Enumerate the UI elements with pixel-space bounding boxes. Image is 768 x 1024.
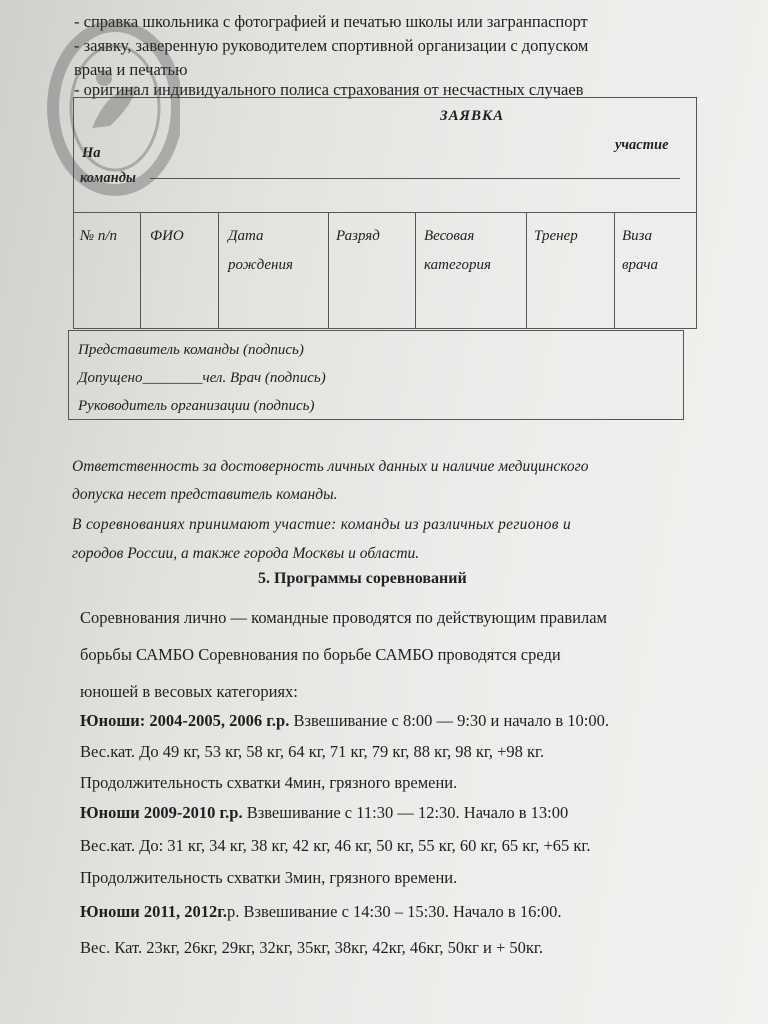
column-header-coach: Тренер bbox=[534, 228, 578, 244]
column-header-number: № п/п bbox=[80, 228, 118, 244]
group-line bbox=[80, 742, 544, 762]
column-header-doctor-visa: Виза врача bbox=[622, 228, 658, 273]
program-line: юношей в весовых категориях: bbox=[80, 682, 298, 701]
group-line bbox=[80, 836, 590, 856]
group-line bbox=[80, 711, 609, 731]
group-detail: Вес.кат. До 49 кг, 53 кг, 58 кг, 64 кг, 71 кг, 79 кг, 88 кг, 98 кг, +98 кг. bbox=[80, 742, 545, 761]
program-line: Соревнования лично — командные проводятся по действующим правилам bbox=[80, 608, 607, 627]
group-detail: Продолжительность схватки 3мин, грязного времени. bbox=[80, 868, 458, 887]
table-header-line bbox=[73, 212, 697, 213]
note-responsibility-cont: допуска несет представитель команды. bbox=[72, 486, 338, 503]
section-heading: 5. Программы соревнований bbox=[258, 570, 467, 587]
group-detail: Вес.кат. До: 31 кг, 34 кг, 38 кг, 42 кг, 46 кг, 50 кг, 55 кг, 60 кг, 65 кг, +65 кг. bbox=[80, 836, 591, 855]
note-participants: В соревнованиях принимают участие: команды из различных регионов и bbox=[72, 516, 572, 533]
form-title: ЗАЯВКА bbox=[440, 108, 505, 124]
group-line bbox=[80, 773, 457, 793]
signature-head: Руководитель организации (подпись) bbox=[78, 398, 315, 414]
group-title: Юноши: 2004-2005, 2006 г.р. bbox=[80, 711, 290, 730]
group-detail: Взвешивание с 8:00 — 9:30 и начало в 10:00. bbox=[289, 711, 609, 730]
group-detail: Вес. Кат. 23кг, 26кг, 29кг, 32кг, 35кг, 38кг, 42кг, 46кг, 50кг и + 50кг. bbox=[80, 938, 543, 957]
watermark-stamp bbox=[20, 8, 180, 198]
group-title: Юноши 2011, 2012г. bbox=[80, 902, 227, 921]
column-header-weight-category: Весовая категория bbox=[424, 228, 491, 273]
form-na-label: На bbox=[82, 145, 101, 161]
group-line bbox=[80, 902, 562, 922]
signature-doctor: Допущено________чел. Врач (подпись) bbox=[78, 370, 326, 386]
column-header-rank: Разряд bbox=[336, 228, 380, 244]
group-title: Юноши 2009-2010 г.р. bbox=[80, 803, 243, 822]
group-detail: Продолжительность схватки 4мин, грязного времени. bbox=[80, 773, 458, 792]
column-header-name: ФИО bbox=[150, 228, 184, 244]
group-detail: Взвешивание с 11:30 — 12:30. Начало в 13:00 bbox=[242, 803, 569, 822]
requirement-application-cont: врача и печатью bbox=[74, 60, 188, 79]
requirement-application: - заявку, заверенную руководителем спортивной организации с допуском bbox=[74, 36, 589, 55]
group-detail: р. Взвешивание с 14:30 – 15:30. Начало в 16:00. bbox=[227, 902, 562, 921]
requirement-photo-id: - справка школьника с фотографией и печатью школы или загранпаспорт bbox=[74, 12, 588, 31]
note-participants-cont: городов России, а также города Москвы и области. bbox=[72, 545, 420, 562]
column-header-birthdate: Дата рождения bbox=[228, 228, 293, 273]
note-responsibility: Ответственность за достоверность личных данных и наличие медицинского bbox=[72, 458, 589, 475]
program-line: борьбы САМБО Соревнования по борьбе САМБО проводятся среди bbox=[80, 645, 561, 664]
column-divider bbox=[140, 212, 141, 329]
team-name-line bbox=[150, 178, 680, 179]
column-divider bbox=[415, 212, 416, 329]
column-divider bbox=[526, 212, 527, 329]
signature-team-rep: Представитель команды (подпись) bbox=[78, 342, 304, 358]
column-divider bbox=[614, 212, 615, 329]
form-team-label: команды bbox=[80, 170, 136, 186]
group-line bbox=[80, 938, 543, 958]
group-line bbox=[80, 803, 568, 823]
column-divider bbox=[328, 212, 329, 329]
requirement-insurance: - оригинал индивидуального полиса страхования от несчастных случаев bbox=[74, 80, 584, 99]
form-participation-label: участие bbox=[615, 137, 669, 153]
column-divider bbox=[218, 212, 219, 329]
group-line bbox=[80, 868, 457, 888]
